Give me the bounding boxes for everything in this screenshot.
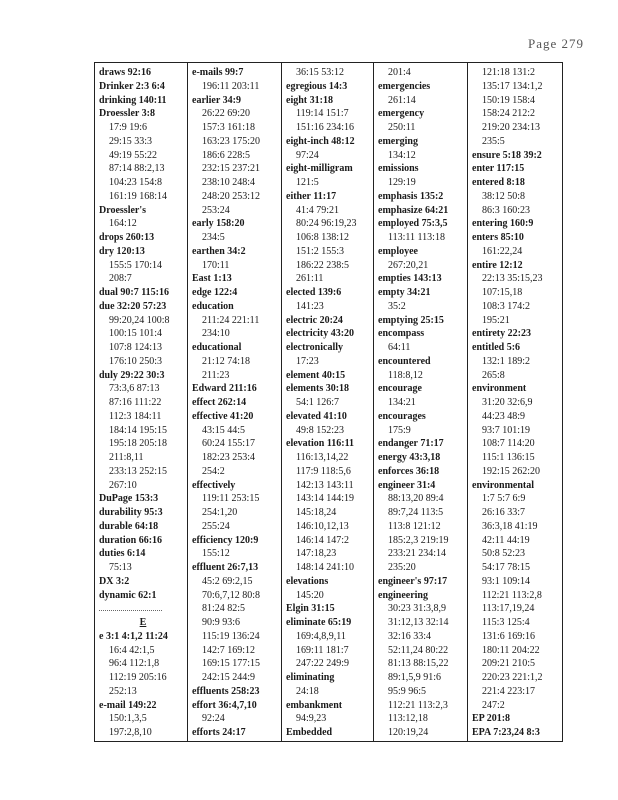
page-reference: 238:10 248:4 [202, 177, 256, 188]
index-entry: employed 75:3,5 [378, 218, 448, 230]
index-entry: due 32:20 57:23 [99, 300, 167, 312]
page-reference: 108:3 174:2 [482, 300, 531, 312]
page-reference: 143:14 144:19 [296, 493, 355, 505]
index-entry: electric 20:24 [286, 314, 343, 326]
index-entry: EP 201:8 [472, 713, 511, 725]
page-reference: 106:8 138:12 [296, 232, 350, 243]
page-reference: 265:8 [482, 369, 505, 381]
page-reference: 112:3 184:11 [109, 410, 162, 422]
page-reference: 75:13 [109, 562, 132, 573]
index-entry: encourage [378, 383, 422, 395]
index-entry: emergencies [378, 80, 431, 92]
page-reference: 21:12 74:18 [202, 355, 251, 367]
index-entry: dynamic 62:1 [99, 589, 157, 601]
page-reference: 35:2 [388, 300, 406, 312]
index-entry: draws 92:16 [99, 67, 151, 78]
page-reference: 93:7 101:19 [482, 424, 531, 436]
page-reference: 233:13 252:15 [109, 465, 168, 477]
page-reference: 261:14 [388, 94, 416, 106]
page-reference: 108:7 114:20 [482, 438, 535, 450]
index-column-2 [188, 63, 282, 741]
divider-line [99, 610, 162, 611]
page-reference: 182:23 253:4 [202, 452, 256, 463]
page-reference: 113:12,18 [388, 713, 428, 725]
page-reference: 248:20 253:12 [202, 190, 261, 202]
index-entry: effect 262:14 [192, 397, 247, 408]
section-divider [99, 602, 187, 616]
page-reference: 195:18 205:18 [109, 438, 168, 450]
page-reference: 45:2 69:2,15 [202, 575, 253, 587]
page-reference: 184:14 195:15 [109, 424, 168, 436]
index-entry: enter 117:15 [472, 163, 525, 175]
page-reference: 42:11 44:19 [482, 534, 530, 546]
page-reference: 36:15 53:12 [296, 67, 345, 78]
index-entry: efforts 24:17 [192, 727, 246, 738]
index-entry: embankment [286, 699, 343, 711]
index-entry: duration 66:16 [99, 534, 163, 546]
page-reference: 175:9 [388, 424, 411, 436]
index-entry: electronically [286, 342, 344, 353]
index-entry: engineering [378, 589, 428, 601]
index-entry: e-mail 149:22 [99, 699, 157, 711]
page-reference: 134:12 [388, 149, 416, 161]
page-reference: 169:15 177:15 [202, 658, 261, 670]
page-reference: 100:15 101:4 [109, 328, 163, 340]
index-entry: Elgin 31:15 [286, 603, 335, 615]
page-reference: 247:22 249:9 [296, 658, 350, 670]
page-reference: 186:6 228:5 [202, 149, 251, 161]
index-entry: effectively [192, 479, 236, 491]
page-reference: 17:23 [296, 355, 319, 367]
page-reference: 73:3,6 87:13 [109, 383, 160, 395]
index-entry: Droessler's [99, 204, 147, 216]
index-entry: egregious 14:3 [286, 80, 348, 92]
page-reference: 131:6 169:16 [482, 630, 536, 642]
section-letter: E [139, 617, 147, 628]
index-entry: durable 64:18 [99, 520, 159, 532]
page-reference: 115:19 136:24 [202, 630, 260, 642]
page-reference: 186:22 238:5 [296, 259, 350, 271]
page-reference: 253:24 [202, 204, 230, 216]
index-entry: ensure 5:18 39:2 [472, 149, 542, 161]
page-reference: 89:1,5,9 91:6 [388, 672, 442, 683]
index-entry: encountered [378, 355, 431, 367]
page-reference: 43:15 44:5 [202, 424, 246, 436]
index-entry: Edward 211:16 [192, 383, 257, 395]
page-reference: 208:7 [109, 273, 132, 285]
page-reference: 142:7 169:12 [202, 644, 256, 656]
page-reference: 30:23 31:3,8,9 [388, 603, 447, 615]
index-entry: environment [472, 383, 527, 395]
page-reference: 185:2,3 219:19 [388, 534, 449, 546]
index-entry: encompass [378, 328, 425, 340]
page-reference: 235:5 [482, 135, 505, 147]
index-entry: either 11:17 [286, 190, 337, 202]
page-reference: 115:3 125:4 [482, 617, 530, 628]
index-entry: early 158:20 [192, 218, 245, 230]
page-reference: 219:20 234:13 [482, 122, 541, 133]
index-entry: earthen 34:2 [192, 245, 246, 257]
index-entry: eight 31:18 [286, 94, 333, 106]
index-entry: emphasis 135:2 [378, 190, 444, 202]
page-reference: 70:6,7,12 80:8 [202, 589, 261, 601]
page-reference: 26:22 69:20 [202, 108, 251, 120]
index-entry: engineer's 97:17 [378, 575, 448, 587]
page-reference: 24:18 [296, 685, 319, 697]
page-reference: 1:7 5:7 6:9 [482, 493, 526, 505]
page-reference: 235:20 [388, 562, 416, 573]
page-reference: 129:19 [388, 177, 416, 188]
page-reference: 254:2 [202, 465, 225, 477]
page-reference: 132:1 189:2 [482, 355, 531, 367]
page-reference: 142:13 143:11 [296, 479, 354, 491]
page-reference: 261:11 [296, 273, 324, 285]
index-entry: education [192, 300, 234, 312]
index-entry: endanger 71:17 [378, 438, 444, 450]
index-entry: entirety 22:23 [472, 328, 531, 340]
index-entry: EPA 7:23,24 8:3 [472, 727, 540, 738]
page-reference: 87:14 88:2,13 [109, 163, 165, 175]
index-entry: eight-milligram [286, 163, 353, 175]
index-entry: eliminate 65:19 [286, 617, 352, 628]
index-entry: emerging [378, 135, 418, 147]
index-entry: Drinker 2:3 6:4 [99, 80, 165, 92]
page-reference: 29:15 33:3 [109, 135, 153, 147]
page-reference: 90:9 93:6 [202, 617, 241, 628]
index-entry: elements 30:18 [286, 383, 350, 395]
page-reference: 118:8,12 [388, 369, 423, 381]
index-entry: duties 6:14 [99, 548, 146, 560]
index-entry: emissions [378, 163, 419, 175]
index-entry: emptying 25:15 [378, 314, 444, 326]
page-reference: 64:11 [388, 342, 411, 353]
index-entry: elevations [286, 575, 329, 587]
index-column-5 [468, 63, 562, 741]
page-reference: 242:15 244:9 [202, 672, 256, 683]
page-reference: 151:16 234:16 [296, 122, 355, 133]
page-reference: 87:16 111:22 [109, 397, 162, 408]
page-reference: 170:11 [202, 259, 230, 271]
page-reference: 232:15 237:21 [202, 163, 261, 175]
page-reference: 146:10,12,13 [296, 520, 349, 532]
page-reference: 31:12,13 32:14 [388, 617, 449, 628]
page-reference: 176:10 250:3 [109, 355, 163, 367]
page-reference: 52:11,24 80:22 [388, 644, 449, 656]
index-entry: Embedded [286, 727, 333, 738]
index-entry: elected 139:6 [286, 287, 342, 298]
index-column-4 [374, 63, 468, 741]
page-reference: 32:16 33:4 [388, 630, 432, 642]
page-reference: 255:24 [202, 520, 230, 532]
page-reference: 150:19 158:4 [482, 94, 536, 106]
index-entry: effort 36:4,7,10 [192, 699, 257, 711]
page-reference: 145:20 [296, 589, 324, 601]
index-entry: DX 3:2 [99, 575, 130, 587]
index-entry: dry 120:13 [99, 245, 145, 257]
page-reference: 161:19 168:14 [109, 190, 168, 202]
page-reference: 81:13 88:15,22 [388, 658, 449, 670]
page-reference: 112:21 113:2,8 [482, 589, 542, 601]
page-reference: 50:8 52:23 [482, 548, 526, 560]
page-reference: 93:1 109:14 [482, 575, 531, 587]
page-reference: 119:11 253:15 [202, 493, 260, 505]
page-reference: 201:4 [388, 67, 411, 78]
page-reference: 197:2,8,10 [109, 727, 152, 738]
word-index-table [94, 62, 563, 742]
page-reference: 97:24 [296, 149, 319, 161]
page-reference: 86:3 160:23 [482, 204, 531, 216]
index-entry: empty 34:21 [378, 287, 431, 298]
index-entry: educational [192, 342, 242, 353]
page-reference: 92:24 [202, 713, 225, 725]
index-entry: engineer 31:4 [378, 479, 436, 491]
page-reference: 16:4 42:1,5 [109, 644, 155, 656]
index-entry: effluents 258:23 [192, 685, 260, 697]
index-entry: duly 29:22 30:3 [99, 369, 165, 381]
index-entry: East 1:13 [192, 273, 232, 285]
page-reference: 44:23 48:9 [482, 410, 526, 422]
index-entry: empties 143:13 [378, 273, 442, 285]
page-reference: 169:11 181:7 [296, 644, 349, 656]
page-reference: 36:3,18 41:19 [482, 520, 538, 532]
page-reference: 81:24 82:5 [202, 603, 246, 615]
page-reference: 120:19,24 [388, 727, 429, 738]
index-column-1 [95, 63, 188, 741]
page-reference: 49:19 55:22 [109, 149, 158, 161]
index-entry: entire 12:12 [472, 259, 523, 271]
page-reference: 163:23 175:20 [202, 135, 261, 147]
page-reference: 107:8 124:13 [109, 342, 163, 353]
page-reference: 112:19 205:16 [109, 672, 167, 683]
page-reference: 145:18,24 [296, 507, 337, 518]
page-reference: 147:18,23 [296, 548, 337, 560]
page-number-header: Page 279 [527, 36, 584, 51]
page-reference: 151:2 155:3 [296, 245, 345, 257]
index-entry: DuPage 153:3 [99, 493, 159, 505]
index-entry: environmental [472, 479, 535, 491]
index-entry: enforces 36:18 [378, 465, 440, 477]
page-reference: 209:21 210:5 [482, 658, 536, 670]
page-reference: 41:4 79:21 [296, 204, 340, 216]
page-reference: 94:9,23 [296, 713, 327, 725]
page-reference: 95:9 96:5 [388, 685, 427, 697]
page-reference: 146:14 147:2 [296, 534, 350, 546]
page-reference: 148:14 241:10 [296, 562, 355, 573]
index-entry: encourages [378, 410, 426, 422]
index-entry: element 40:15 [286, 369, 346, 381]
page-reference: 113:11 113:18 [388, 232, 445, 243]
index-entry: effluent 26:7,13 [192, 562, 259, 573]
page-reference: 121:5 [296, 177, 319, 188]
page-reference: 150:1,3,5 [109, 713, 147, 725]
page-reference: 134:21 [388, 397, 416, 408]
index-entry: Droessler 3:8 [99, 108, 156, 120]
index-entry: eliminating [286, 672, 335, 683]
page-reference: 234:5 [202, 232, 225, 243]
page-reference: 196:11 203:11 [202, 80, 260, 92]
page-reference: 88:13,20 89:4 [388, 493, 444, 505]
index-entry: entitled 5:6 [472, 342, 521, 353]
page-reference: 180:11 204:22 [482, 644, 540, 656]
page-reference: 211:24 221:11 [202, 314, 260, 326]
index-entry: employee [378, 245, 418, 257]
page-reference: 121:18 131:2 [482, 67, 536, 78]
index-entry: effective 41:20 [192, 410, 254, 422]
page-reference: 116:13,14,22 [296, 452, 349, 463]
page-reference: 99:20,24 100:8 [109, 314, 170, 326]
index-entry: dual 90:7 115:16 [99, 287, 170, 298]
index-entry: efficiency 120:9 [192, 534, 259, 546]
page-reference: 60:24 155:17 [202, 438, 256, 450]
page-reference: 49:8 152:23 [296, 424, 345, 436]
index-entry: energy 43:3,18 [378, 452, 441, 463]
page-reference: 54:17 78:15 [482, 562, 531, 573]
page-reference: 169:4,8,9,11 [296, 630, 346, 642]
index-entry: elevated 41:10 [286, 410, 347, 422]
index-entry: emphasize 64:21 [378, 204, 449, 216]
page-reference: 234:10 [202, 328, 230, 340]
page-reference: 54:1 126:7 [296, 397, 340, 408]
index-entry: electricity 43:20 [286, 328, 355, 340]
index-entry: edge 122:4 [192, 287, 238, 298]
index-entry: emergency [378, 108, 425, 120]
page-reference: 267:10 [109, 479, 137, 491]
page-reference: 211:8,11 [109, 452, 144, 463]
page-reference: 113:17,19,24 [482, 603, 535, 615]
page-reference: 117:9 118:5,6 [296, 465, 351, 477]
page-reference: 192:15 262:20 [482, 465, 541, 477]
index-entry: e-mails 99:7 [192, 67, 244, 78]
page-reference: 80:24 96:19,23 [296, 218, 357, 230]
page-reference: 267:20,21 [388, 259, 429, 271]
index-column-3 [282, 63, 374, 741]
page-reference: 22:13 35:15,23 [482, 273, 543, 285]
index-entry: drinking 140:11 [99, 94, 167, 106]
page-reference: 247:2 [482, 699, 505, 711]
index-entry: entered 8:18 [472, 177, 525, 188]
page-reference: 157:3 161:18 [202, 122, 256, 133]
page-reference: 211:23 [202, 369, 230, 381]
page-reference: 158:24 212:2 [482, 108, 536, 120]
page-reference: 221:4 223:17 [482, 685, 536, 697]
page-reference: 252:13 [109, 685, 137, 697]
page-reference: 17:9 19:6 [109, 122, 148, 133]
index-entry: elevation 116:11 [286, 438, 355, 450]
index-entry: enters 85:10 [472, 232, 524, 243]
index-entry: eight-inch 48:12 [286, 135, 355, 147]
index-entry: earlier 34:9 [192, 94, 241, 106]
page-reference: 38:12 50:8 [482, 190, 526, 202]
page-reference: 195:21 [482, 314, 510, 326]
page-reference: 115:1 136:15 [482, 452, 535, 463]
page-reference: 119:14 151:7 [296, 108, 349, 120]
page-reference: 155:5 170:14 [109, 259, 163, 271]
page-reference: 155:12 [202, 548, 230, 560]
page-reference: 141:23 [296, 300, 324, 312]
page-reference: 135:17 134:1,2 [482, 80, 543, 92]
page-reference: 250:11 [388, 122, 416, 133]
index-entry: entering 160:9 [472, 218, 534, 230]
page-reference: 104:23 154:8 [109, 177, 163, 188]
index-entry: drops 260:13 [99, 232, 155, 243]
page-reference: 254:1,20 [202, 507, 238, 518]
page-reference: 161:22,24 [482, 245, 523, 257]
page-reference: 96:4 112:1,8 [109, 658, 160, 670]
page-reference: 112:21 113:2,3 [388, 699, 448, 711]
page-reference: 164:12 [109, 218, 137, 230]
index-entry: durability 95:3 [99, 507, 163, 518]
page-reference: 220:23 221:1,2 [482, 672, 543, 683]
page-reference: 31:20 32:6,9 [482, 397, 533, 408]
index-entry: e 3:1 4:1,2 11:24 [99, 630, 168, 642]
page-reference: 107:15,18 [482, 287, 523, 298]
page-reference: 233:21 234:14 [388, 548, 447, 560]
page-reference: 26:16 33:7 [482, 507, 526, 518]
page-reference: 113:8 121:12 [388, 520, 441, 532]
page-reference: 89:7,24 113:5 [388, 507, 444, 518]
